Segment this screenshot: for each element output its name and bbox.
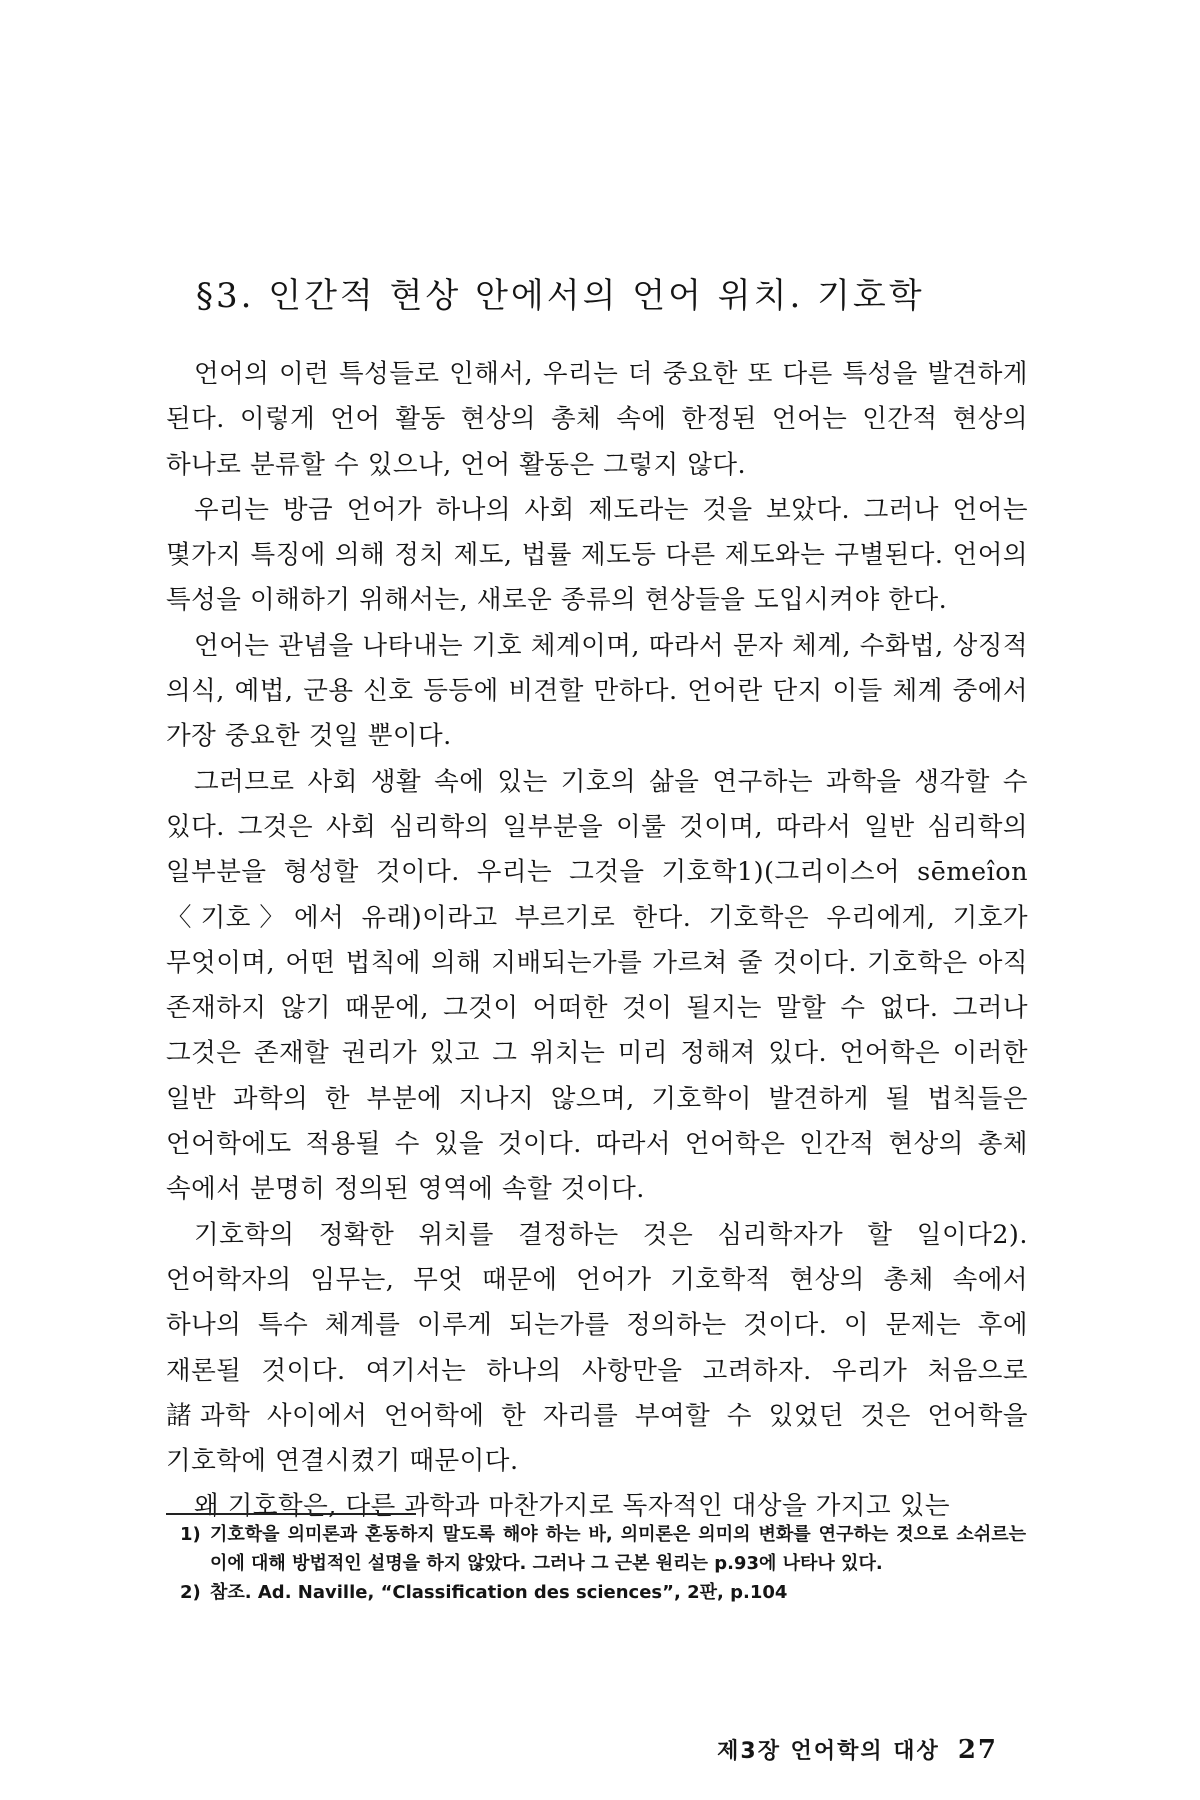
- paragraph: 그러므로 사회 생활 속에 있는 기호의 삶을 연구하는 과학을 생각할 수 있다. 그것은 사회 심리학의 일부분을 이룰 것이며, 따라서 일반 심리학의 일부분을 형성할 것이다. 우리는 그것을 기호학1)(그리이스어 sēmeîon〈기호〉에서 유래)이라고 부르기로 한다. 기호학은 우리에게, 기호가 무엇이며, 어떤 법칙에 의해 지배되는가를 가르쳐 줄 것이다. 기호학은 아직 존재하지 않기 때문에, 그것이 어떠한 것이 될지는 말할 수 없다. 그러나 그것은 존재할 권리가 있고 그 위치는 미리 정해져 있다. 언어학은 이러한 일반 과학의 한 부분에 지나지 않으며, 기호학이 발견하게 될 법칙들은 언어학에도 적용될 수 있을 것이다. 따라서 언어학은 인간적 현상의 총체 속에서 분명히 정의된 영역에 속할 것이다.: [166, 766, 1028, 1205]
- paragraph: 우리는 방금 언어가 하나의 사회 제도라는 것을 보았다. 그러나 언어는 몇가지 특징에 의해 정치 제도, 법률 제도등 다른 제도와는 구별된다. 언어의 특성을 이해하기 위해서는, 새로운 종류의 현상들을 도입시켜야 한다.: [166, 494, 1028, 616]
- footnote-number: 2): [180, 1582, 201, 1603]
- footnote-item: [166, 1578, 1026, 1607]
- body-text: [166, 352, 1028, 1530]
- section-title: §3. 인간적 현상 안에서의 언어 위치. 기호학: [196, 276, 925, 316]
- footnote-number: 1): [180, 1524, 201, 1545]
- paragraph: 왜 기호학은, 다른 과학과 마찬가지로 독자적인 대상을 가지고 있는: [194, 1491, 951, 1522]
- page-number: 27: [957, 1735, 998, 1765]
- footnotes: [166, 1520, 1026, 1607]
- footnote-divider: [166, 1513, 416, 1515]
- footnote-item: [166, 1520, 1026, 1578]
- paragraph: 언어의 이런 특성들로 인해서, 우리는 더 중요한 또 다른 특성을 발견하게 된다. 이렇게 언어 활동 현상의 총체 속에 한정된 언어는 인간적 현상의 하나로 분류할 수 있으나, 언어 활동은 그렇지 않다.: [166, 359, 1028, 480]
- running-footer: [717, 1734, 998, 1765]
- chapter-title: 제3장 언어학의 대상: [717, 1739, 940, 1764]
- paragraph: 언어는 관념을 나타내는 기호 체계이며, 따라서 문자 체계, 수화법, 상징적 의식, 예법, 군용 신호 등등에 비견할 만하다. 언어란 단지 이들 체계 중에서 가장 중요한 것일 뿐이다.: [166, 630, 1028, 752]
- footnote-text: 참조. Ad. Naville, “Classification des sciences”, 2판, p.104: [210, 1582, 788, 1603]
- footnote-text: 기호학을 의미론과 혼동하지 말도록 해야 하는 바, 의미론은 의미의 변화를 연구하는 것으로 소쉬르는 이에 대해 방법적인 설명을 하지 않았다. 그러나 그 근본 원리는 p.93에 나타나 있다.: [210, 1524, 1026, 1574]
- paragraph: 기호학의 정확한 위치를 결정하는 것은 심리학자가 할 일이다2). 언어학자의 임무는, 무엇 때문에 언어가 기호학적 현상의 총체 속에서 하나의 특수 체계를 이루게 되는가를 정의하는 것이다. 이 문제는 후에 재론될 것이다. 여기서는 하나의 사항만을 고려하자. 우리가 처음으로 諸과학 사이에서 언어학에 한 자리를 부여할 수 있었던 것은 언어학을 기호학에 연결시켰기 때문이다.: [166, 1219, 1028, 1477]
